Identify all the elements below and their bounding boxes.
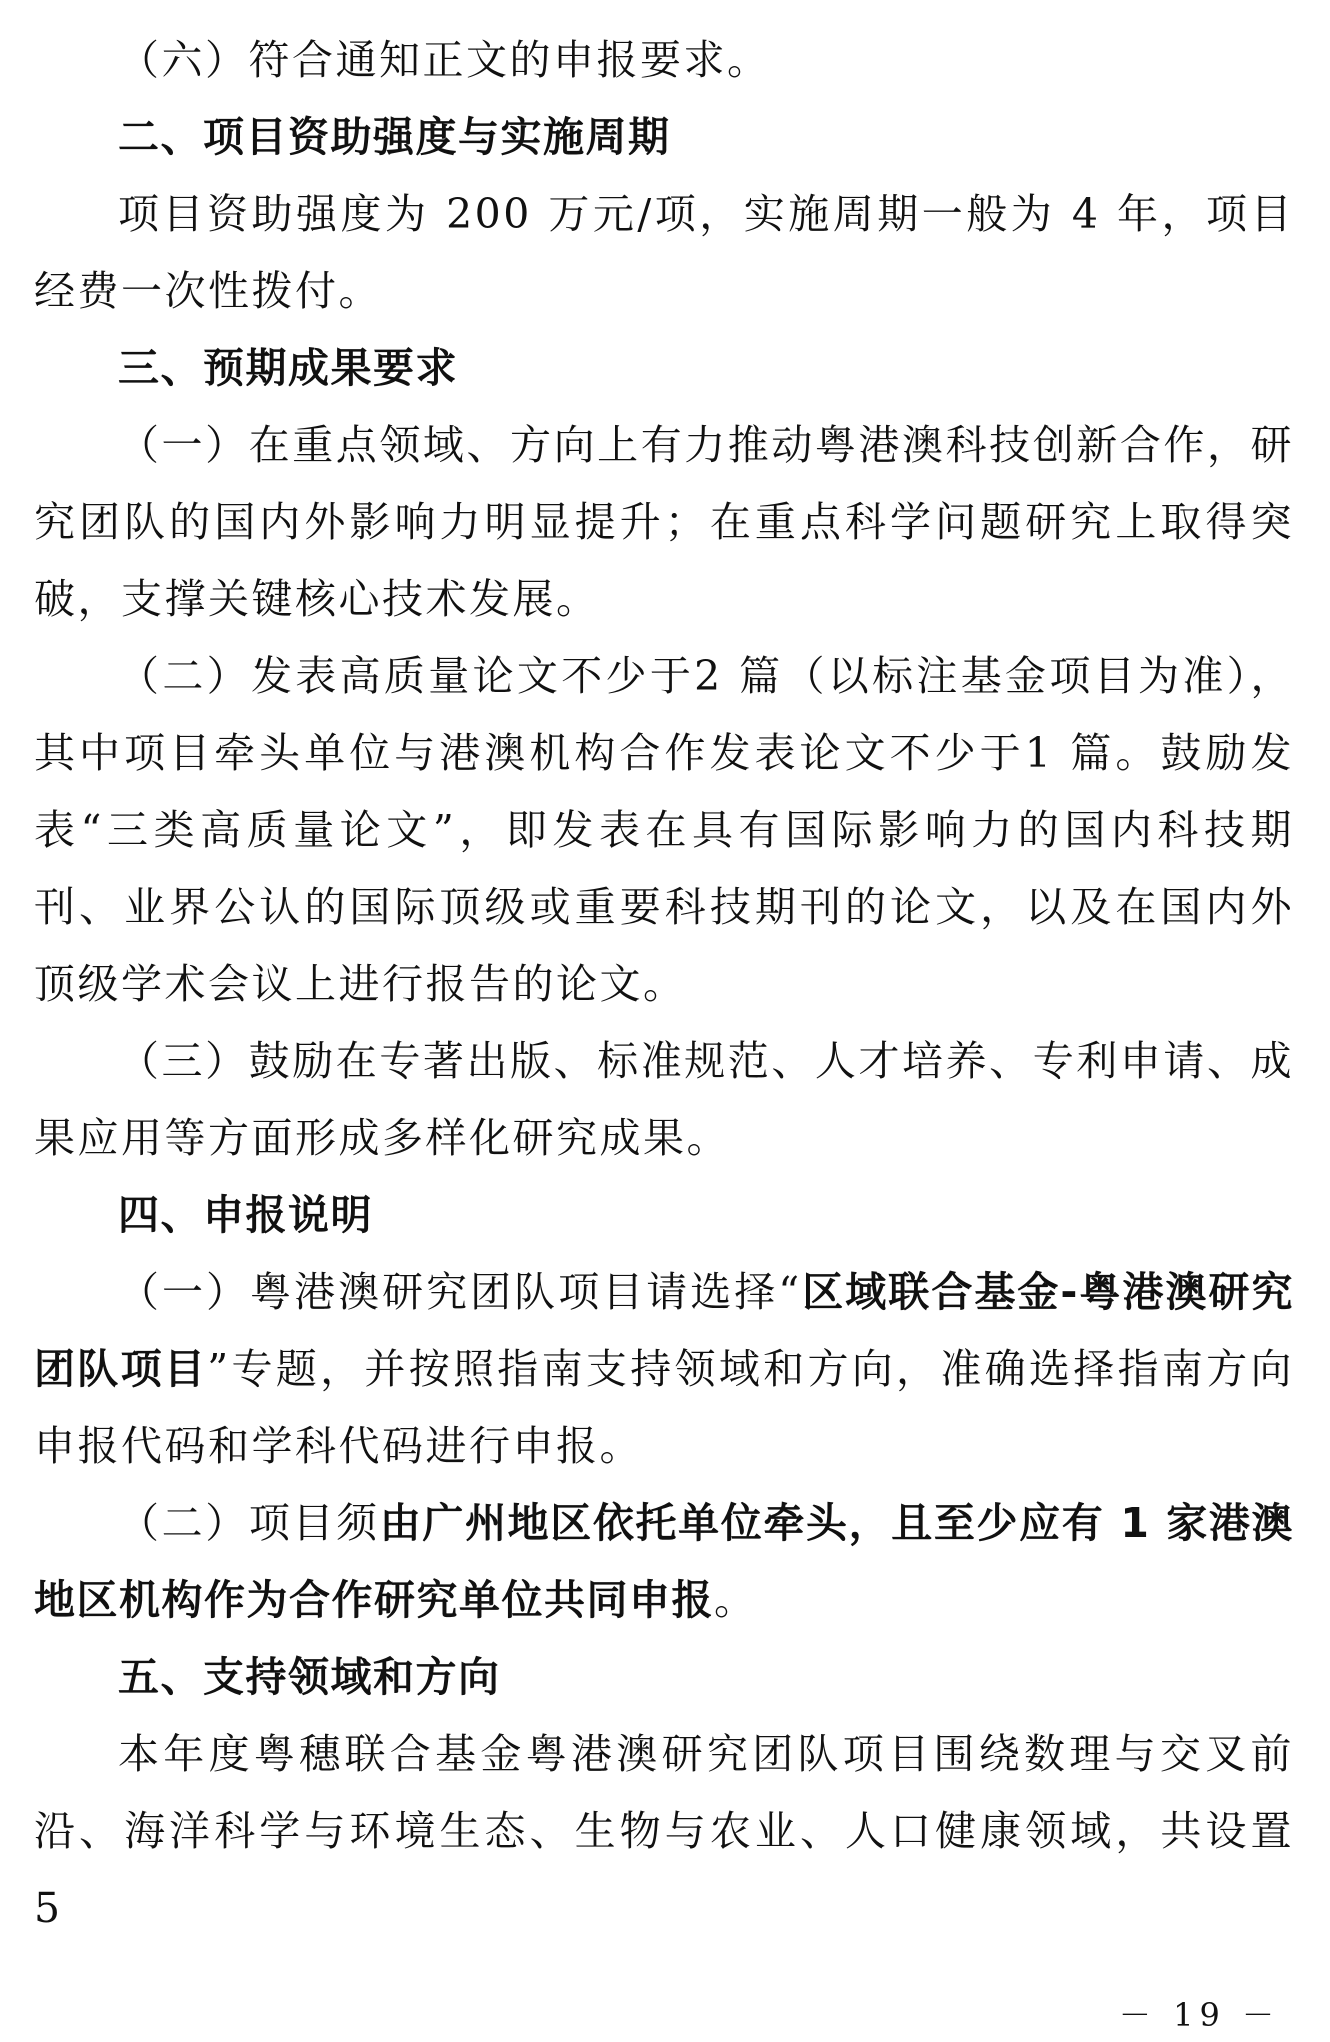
section-heading-3: 三、预期成果要求 xyxy=(118,344,458,392)
outcome-item-3: （三）鼓励在专著出版、标准规范、人才培养、专利申请、成果应用等方面形成多样化研究成果。 xyxy=(34,1037,1294,1162)
application-item-1-lead: （一）粤港澳研究团队项目请选择“ xyxy=(118,1268,802,1316)
funding-paragraph: 项目资助强度为 200 万元/项，实施周期一般为 4 年，项目经费一次性拨付。 xyxy=(34,190,1294,315)
support-areas-paragraph: 本年度粤穗联合基金粤港澳研究团队项目围绕数理与交叉前沿、海洋科学与环境生态、生物与农业、人口健康领域，共设置 5 xyxy=(34,1730,1294,1932)
application-item-1-tail: ”专题，并按照指南支持领域和方向，准确选择指南方向申报代码和学科代码进行申报。 xyxy=(34,1345,1294,1470)
section-heading-2: 二、项目资助强度与实施周期 xyxy=(118,113,671,161)
application-item-1 xyxy=(34,1254,1294,1485)
application-item-1-topic: 区域联合基金-粤港澳研究团队项目 xyxy=(34,1268,1294,1393)
application-item-2-lead: （二）项目须 xyxy=(118,1499,380,1547)
application-item-2 xyxy=(34,1485,1294,1639)
application-item-2-tail: 。 xyxy=(714,1576,758,1624)
section-heading-4: 四、申报说明 xyxy=(118,1191,373,1239)
outcome-item-2: （二）发表高质量论文不少于2 篇（以标注基金项目为准），其中项目牵头单位与港澳机构合作发表论文不少于1 篇。鼓励发表“三类高质量论文”，即发表在具有国际影响力的国内科技期刊、业界公认的国际顶级或重要科技期刊的论文，以及在国内外顶级学术会议上进行报告的论文。 xyxy=(34,652,1294,1008)
section-heading-5: 五、支持领域和方向 xyxy=(118,1653,501,1701)
page-number: － 19 － xyxy=(1118,1996,1280,2034)
application-item-2-emphasis: 由广州地区依托单位牵头，且至少应有 1 家港澳地区机构作为合作研究单位共同申报 xyxy=(34,1499,1295,1624)
outcome-item-1: （一）在重点领域、方向上有力推动粤港澳科技创新合作，研究团队的国内外影响力明显提升；在重点科学问题研究上取得突破，支撑关键核心技术发展。 xyxy=(34,421,1294,623)
item-six: （六）符合通知正文的申报要求。 xyxy=(118,36,771,84)
